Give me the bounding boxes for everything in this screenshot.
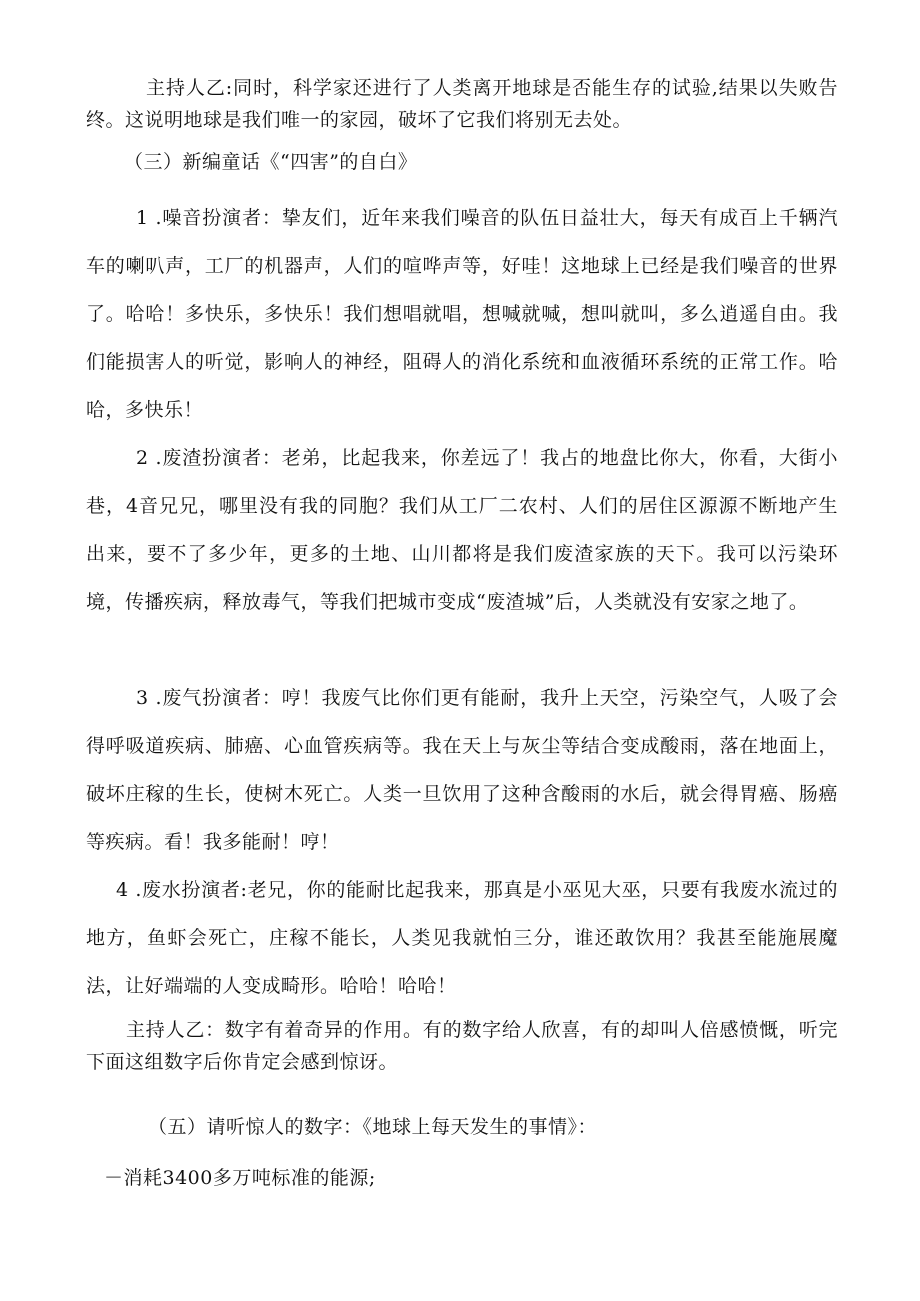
waste-residue-monologue: 2 .废渣扮演者：老弟，比起我来，你差远了！我占的地盘比你大，你看，大街小巷，4音兄兄，哪里没有我的同胞？我们从工厂二农村、人们的居住区源源不断地产生出来，要不了多少年，更多的土地、山川都将是我们废渣家族的天下。我可以污染环境，传播疾病，释放毒气，等我们把城市变成“废渣城”后，人类就没有安家之地了。 (86, 447, 838, 613)
host-b-paragraph-2: 主持人乙：数字有着奇异的作用。有的数字给人欣喜，有的却叫人倍感愤慨，听完下面这组数字后你肯定会感到惊讶。 (86, 1019, 838, 1073)
waste-gas-monologue: 3 .废气扮演者：哼！我废气比你们更有能耐，我升上天空，污染空气，人吸了会得呼吸道疾病、肺癌、心血管疾病等。我在天上与灰尘等结合变成酸雨，落在地面上，破坏庄稼的生长，使树木死亡。人类一旦饮用了这种含酸雨的水后，就会得胃癌、肠癌等疾病。看！我多能耐！哼！ (86, 687, 838, 853)
section-3-heading: （三）新编童话《“四害”的自白》 (124, 151, 418, 173)
numbers-list-item-1: －消耗3400多万吨标准的能源; (104, 1167, 376, 1189)
waste-water-monologue: 4 .废水扮演者:老兄，你的能耐比起我来，那真是小巫见大巫，只要有我废水流过的地方，鱼虾会死亡，庄稼不能长，人类见我就怕三分，谁还敢饮用？我甚至能施展魔法，让好端端的人变成畸形。哈哈！哈哈！ (86, 879, 838, 997)
noise-monologue: 1 .噪音扮演者：挚友们，近年来我们噪音的队伍日益壮大，每天有成百上千辆汽车的喇叭声，工厂的机器声，人们的喧哗声等，好哇！这地球上已经是我们噪音的世界了。哈哈！多快乐，多快乐！我们想唱就唱，想喊就喊，想叫就叫，多么逍遥自由。我们能损害人的听觉，影响人的神经，阻碍人的消化系统和血液循环系统的正常工作。哈哈，多快乐！ (86, 207, 838, 421)
host-b-paragraph-1: 主持人乙:同时，科学家还进行了人类离开地球是否能生存的试验,结果以失败告终。这说明地球是我们唯一的家园，破坏了它我们将别无去处。 (86, 77, 838, 131)
section-5-heading: （五）请听惊人的数字：《地球上每天发生的事情》： (148, 1116, 598, 1138)
